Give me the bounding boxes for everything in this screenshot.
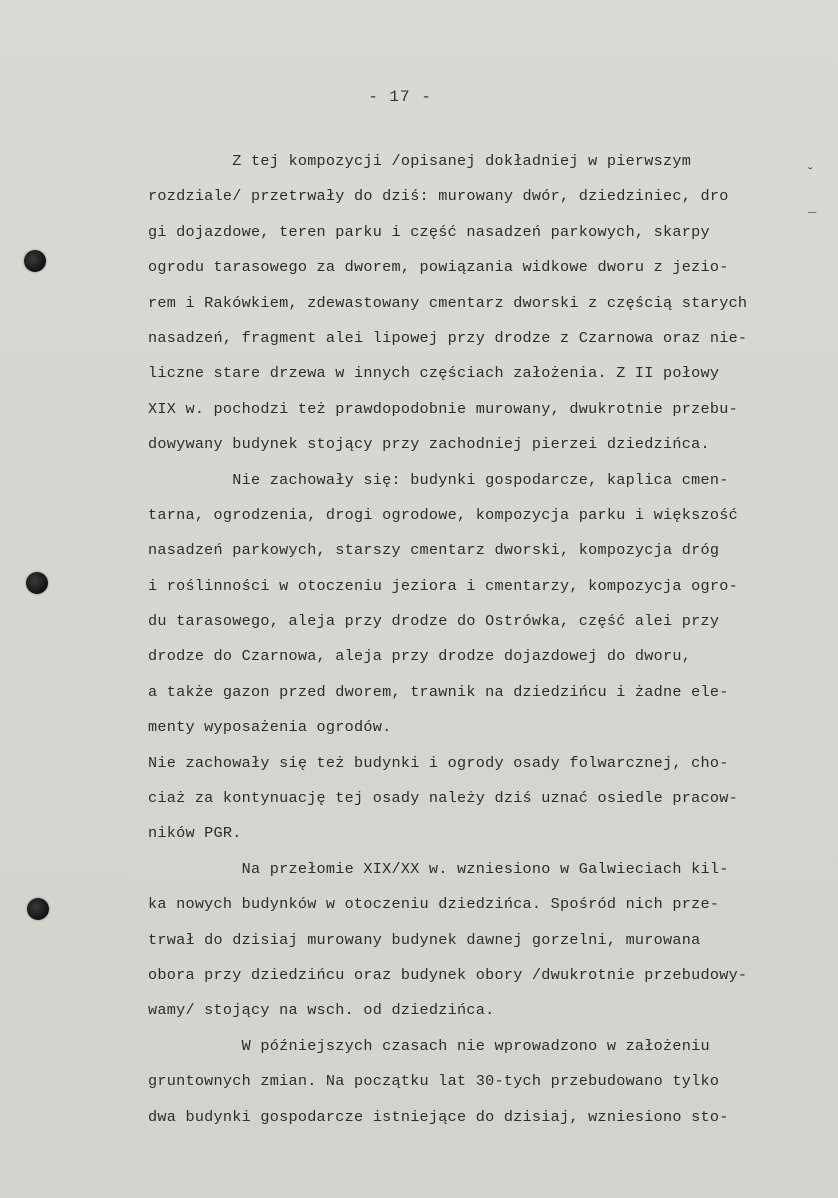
text-line: rem i Rakówkiem, zdewastowany cmentarz dworski z częścią starych (148, 293, 748, 312)
text-line: tarna, ogrodzenia, drogi ogrodowe, kompozycja parku i większość (148, 505, 738, 524)
punch-hole-top (24, 250, 46, 272)
correction-mark: ˘ (806, 166, 815, 182)
text-line: Na przełomie XIX/XX w. wzniesiono w Galwieciach kil- (148, 859, 729, 878)
text-line: ników PGR. (148, 824, 242, 843)
text-line: a także gazon przed dworem, trawnik na dziedzińcu i żadne ele- (148, 682, 729, 701)
text-line: drodze do Czarnowa, aleja przy drodze dojazdowej do dworu, (148, 647, 692, 666)
text-line: Nie zachowały się: budynki gospodarcze, kaplica cmen- (148, 470, 729, 489)
text-line: XIX w. pochodzi też prawdopodobnie murowany, dwukrotnie przebu- (148, 399, 738, 418)
text-line: Nie zachowały się też budynki i ogrody osady folwarcznej, cho- (148, 753, 729, 772)
body-text (148, 148, 832, 1139)
text-line: Z tej kompozycji /opisanej dokładniej w pierwszym (148, 152, 692, 170)
text-line: nasadzeń parkowych, starszy cmentarz dworski, kompozycja dróg (148, 541, 720, 560)
text-line: gruntownych zmian. Na początku lat 30-tych przebudowano tylko (148, 1072, 720, 1091)
text-line: trwał do dzisiaj murowany budynek dawnej gorzelni, murowana (148, 930, 701, 949)
text-line: ka nowych budynków w otoczeniu dziedzińca. Spośród nich prze- (148, 895, 720, 914)
punch-hole-middle (26, 572, 48, 594)
text-line: nasadzeń, fragment alei lipowej przy drodze z Czarnowa oraz nie- (148, 328, 748, 347)
text-line: ogrodu tarasowego za dworem, powiązania widkowe dworu z jezio- (148, 258, 729, 277)
text-line: dwa budynki gospodarcze istniejące do dzisiaj, wzniesiono sto- (148, 1107, 729, 1126)
correction-mark: _ (808, 200, 817, 216)
text-line: rozdziale/ przetrwały do dziś: murowany dwór, dziedziniec, dro (148, 187, 729, 206)
punch-hole-bottom (27, 898, 49, 920)
text-line: i roślinności w otoczeniu jeziora i cmentarzy, kompozycja ogro- (148, 576, 738, 595)
text-line: du tarasowego, aleja przy drodze do Ostrówka, część alei przy (148, 612, 720, 631)
text-line: ciaż za kontynuację tej osady należy dziś uznać osiedle pracow- (148, 789, 738, 808)
text-line: dowywany budynek stojący przy zachodniej pierzei dziedzińca. (148, 435, 710, 454)
text-line: liczne stare drzewa w innych częściach założenia. Z II połowy (148, 364, 720, 383)
text-line: W późniejszych czasach nie wprowadzono w założeniu (148, 1036, 710, 1055)
text-line: wamy/ stojący na wsch. od dziedzińca. (148, 1001, 495, 1020)
page-number: - 17 - (368, 88, 432, 106)
text-line: gi dojazdowe, teren parku i część nasadzeń parkowych, skarpy (148, 222, 710, 241)
text-line: obora przy dziedzińcu oraz budynek obory /dwukrotnie przebudowy- (148, 965, 748, 984)
text-line: menty wyposażenia ogrodów. (148, 718, 392, 737)
